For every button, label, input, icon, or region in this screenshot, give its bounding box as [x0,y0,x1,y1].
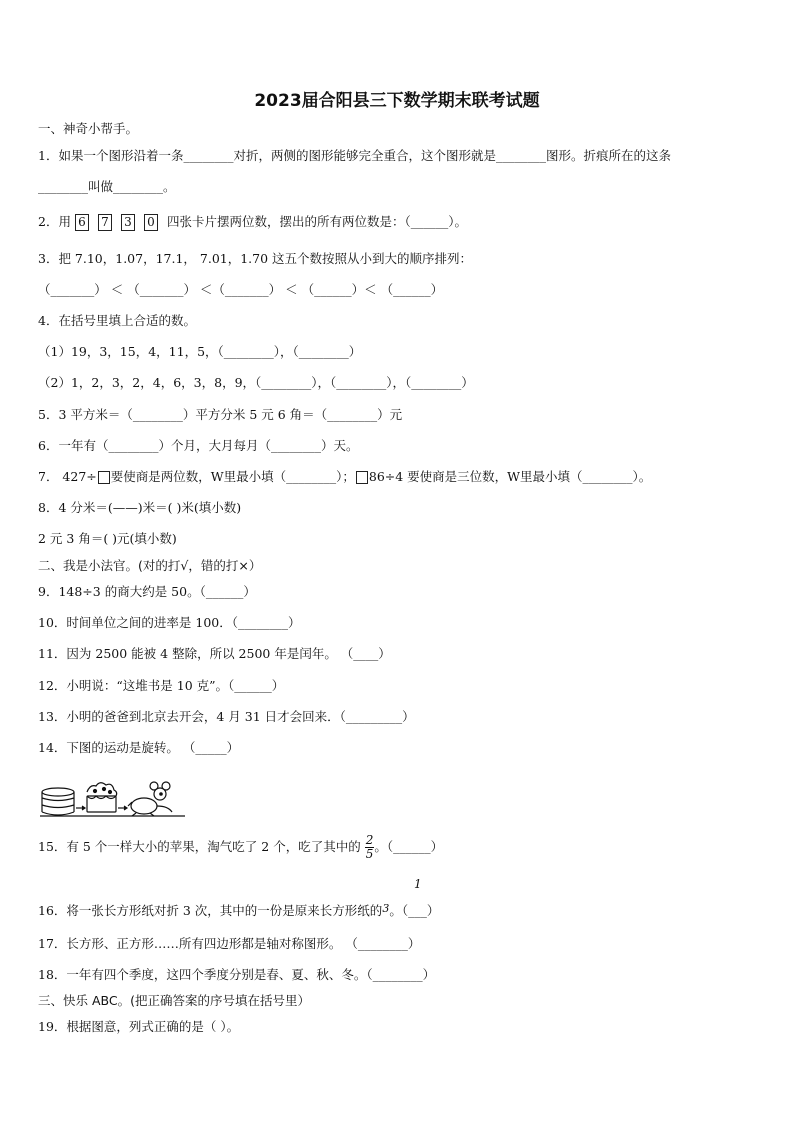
question-16 [38,902,439,921]
number-card: 7 [98,214,112,231]
blank-square-icon [356,471,368,484]
question-15 [38,834,443,861]
section-2-heading: 二、我是小法官。(对的打√，错的打×） [38,558,262,573]
number-card: 0 [144,214,158,231]
question-8-line-2: 2 元 3 角＝( )元(填小数) [38,531,177,546]
question-4-line-3: （2）1，2，3，2，4，6，3，8，9，（________），（________），（________） [38,375,474,390]
question-9: 9．148÷3 的商大约是 50。（______） [38,584,256,599]
question-4-line-1: 4．在括号里填上合适的数。 [38,313,196,328]
question-13: 13．小明的爸爸到北京去开会，4 月 31 日才会回来．（_________） [38,709,415,724]
question-4-line-2: （1）19，3，15，4，11，5，（________），（________） [38,344,362,359]
page-title: 2023届合阳县三下数学期末联考试题 [254,91,540,111]
blank-square-icon [98,471,110,484]
question-16-text: 16．将一张长方形纸对折 3 次，其中的一份是原来长方形纸的 [38,903,383,918]
question-6: 6．一年有（________）个月，大月每月（________）天。 [38,438,359,453]
motion-illustration [40,772,190,820]
number-card: 6 [75,214,89,231]
question-17: 17．长方形、正方形……所有四边形都是轴对称图形。 （________） [38,936,421,951]
fraction-denominator: 5 [365,847,374,861]
question-3-line-2: （_______） ＜ （_______） ＜（_______） ＜ （______）＜ （______） [38,282,444,297]
question-2-suffix: 四张卡片摆两位数，摆出的所有两位数是：（______）。 [166,214,467,229]
fraction-one-third-numerator: 1 [414,877,422,891]
question-7-part-2: 要使商是两位数，W里最小填（________）； [110,469,355,484]
question-7-part-3: 86÷4 要使商是三位数，W里最小填（________）。 [368,469,652,484]
question-16-tail: 。（___） [389,903,440,918]
question-1-line-1: 1．如果一个图形沿着一条________对折，两侧的图形能够完全重合，这个图形就是________图形。折痕所在的这条 [38,148,671,163]
question-10: 10．时间单位之间的进率是 100．（________） [38,615,301,630]
section-3-heading: 三、快乐 ABC。(把正确答案的序号填在括号里） [38,993,310,1008]
question-7 [38,468,651,486]
question-8-line-1: 8．4 分米＝(——)米＝( )米(填小数) [38,500,242,515]
number-card: 3 [121,214,135,231]
question-14: 14．下图的运动是旋转。 （_____） [38,740,240,755]
fraction-two-fifths [365,834,375,861]
question-18: 18．一年有四个季度，这四个季度分别是春、夏、秋、冬。（________） [38,967,436,982]
question-12: 12．小明说：“这堆书是 10 克”。（______） [38,678,285,693]
question-5: 5．3 平方米＝（________）平方分米 5 元 6 角＝（________）元 [38,407,403,422]
question-2-prefix: 2．用 [38,214,71,229]
question-3-line-1: 3．把 7.10，1.07，17.1， 7.01，1.70 这五个数按照从小到大的顺序排列： [38,251,473,266]
question-1-line-2: ________叫做________。 [38,179,176,194]
question-15-tail: 。（______） [374,839,444,854]
question-7-part-1: 7． 427÷ [38,469,97,484]
question-19: 19．根据图意，列式正确的是（ ）。 [38,1019,240,1034]
question-2 [38,213,467,231]
fraction-one-third-denominator: 3 [382,902,390,915]
question-11: 11．因为 2500 能被 4 整除，所以 2500 年是闰年。 （____） [38,646,391,661]
section-1-heading: 一、神奇小帮手。 [38,121,139,136]
question-15-text: 15．有 5 个一样大小的苹果，淘气吃了 2 个，吃了其中的 [38,839,361,854]
fraction-numerator: 2 [365,833,374,847]
